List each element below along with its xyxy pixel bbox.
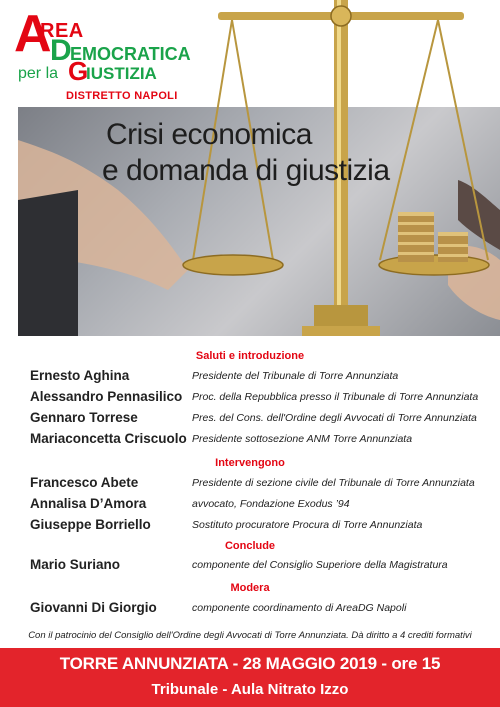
event-date-location: TORRE ANNUNZIATA - 28 MAGGIO 2019 - ore 15	[59, 654, 441, 673]
heading-talks: Intervengono	[215, 457, 285, 469]
speaker-name: Gennaro Torrese	[30, 410, 138, 425]
event-title-line2: e domanda di giustizia	[102, 154, 390, 187]
speaker-row	[30, 431, 490, 449]
speaker-row	[30, 600, 490, 618]
speaker-row	[30, 557, 490, 575]
logo-line-perla: per la	[18, 65, 59, 82]
speaker-role: Presidente di sezione civile del Tribunale di Torre Annunziata	[192, 477, 475, 489]
speaker-role: componente coordinamento di AreaDG Napoli	[192, 602, 407, 614]
event-title	[102, 117, 486, 189]
speaker-role: Presidente sottosezione ANM Torre Annunziata	[192, 433, 413, 445]
logo-line-giustizia: IUSTIZIA	[86, 64, 157, 83]
logo-district: DISTRETTO NAPOLI	[66, 90, 178, 102]
speaker-name: Giovanni Di Giorgio	[30, 600, 157, 615]
patronage-note: Con il patrocinio del Consiglio dell'Ordine degli Avvocati di Torre Annunziata. Dà diritto a 4 crediti formativi	[28, 630, 472, 641]
heading-welcome: Saluti e introduzione	[195, 350, 305, 362]
speaker-name: Alessandro Pennasilico	[30, 389, 183, 404]
event-title-line1: Crisi economica	[106, 118, 312, 151]
speaker-role: avvocato, Fondazione Exodus ’94	[192, 498, 350, 510]
logo-letter-d: D	[50, 34, 72, 67]
speaker-name: Mariaconcetta Criscuolo	[30, 431, 187, 446]
heading-moderator: Modera	[230, 582, 270, 594]
logo-line-area: REA	[40, 20, 84, 42]
logo-line-democratica: EMOCRATICA	[70, 44, 191, 64]
speaker-row	[30, 368, 490, 386]
speaker-name: Francesco Abete	[30, 475, 139, 490]
speaker-name: Mario Suriano	[30, 557, 121, 572]
event-footer	[0, 648, 500, 707]
speaker-role: Pres. del Cons. dell'Ordine degli Avvocati di Torre Annunziata	[192, 412, 477, 424]
logo-letter-a: A	[14, 5, 52, 63]
speaker-row	[30, 389, 490, 407]
heading-closing: Conclude	[224, 540, 276, 552]
speaker-row	[30, 410, 490, 428]
speaker-name: Annalisa D’Amora	[30, 496, 147, 511]
speaker-role: componente del Consiglio Superiore della Magistratura	[192, 559, 448, 571]
speaker-role: Sostituto procuratore Procura di Torre Annunziata	[192, 519, 423, 531]
speaker-role: Presidente del Tribunale di Torre Annunziata	[192, 370, 399, 382]
event-venue: Tribunale - Aula Nitrato Izzo	[151, 681, 349, 698]
speaker-row	[30, 517, 490, 535]
speaker-role: Proc. della Repubblica presso il Tribunale di Torre Annunziata	[192, 391, 479, 403]
speaker-name: Giuseppe Borriello	[30, 517, 151, 532]
speaker-name: Ernesto Aghina	[30, 368, 130, 383]
speaker-row	[30, 496, 490, 514]
hero-image	[18, 0, 500, 336]
logo-letter-g: G	[68, 56, 89, 86]
speaker-row	[30, 475, 490, 493]
